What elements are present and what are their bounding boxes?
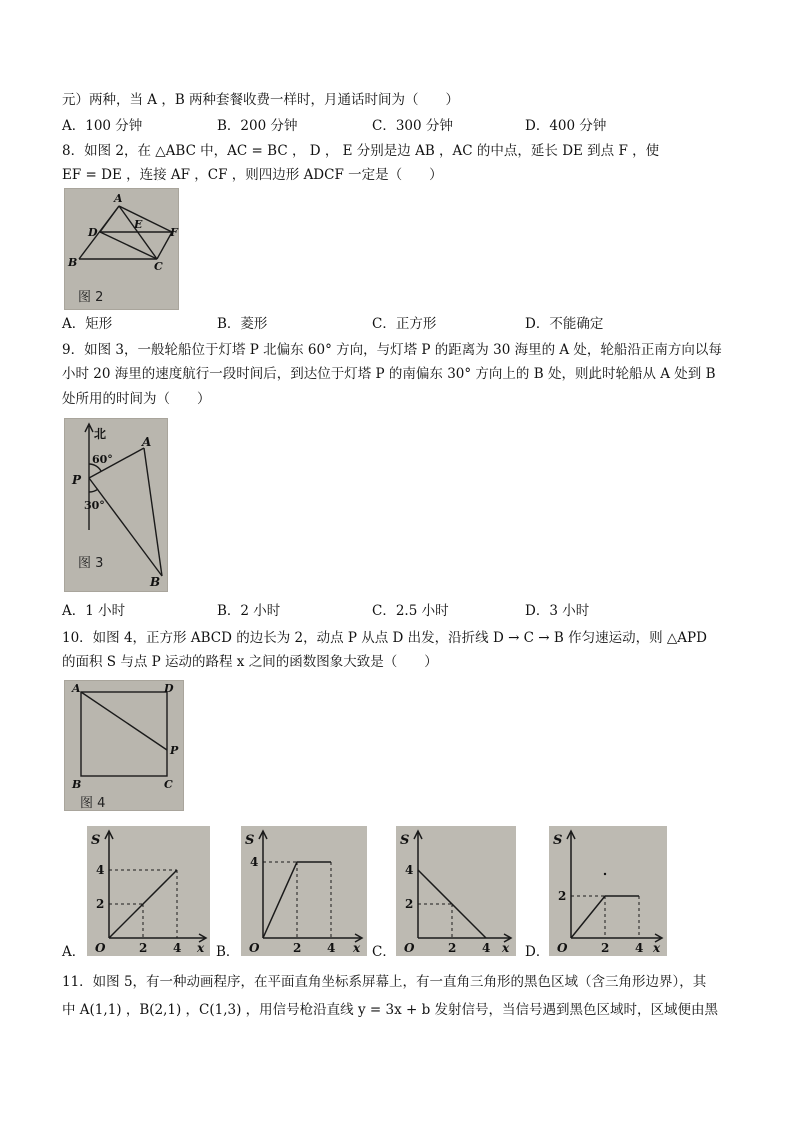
choice-c-origin: O: [404, 941, 415, 955]
q8-option-b: B．菱形: [217, 316, 268, 332]
q10-choice-b-graph: [241, 826, 367, 956]
choice-a-tick-y2: 2: [96, 897, 105, 911]
choice-a-tick-y4: 4: [96, 863, 105, 877]
choice-d-tick-y2: 2: [558, 889, 567, 903]
choice-d-origin: O: [557, 941, 568, 955]
q10-choice-c-letter: C．: [372, 944, 396, 960]
fig4-label-p: P: [170, 744, 179, 757]
fig4-label-d: D: [164, 682, 174, 695]
q9-option-b: B．2 小时: [217, 603, 281, 619]
q10-choice-c-graph: [396, 826, 516, 956]
fig3-label-a: A: [142, 435, 152, 449]
fig3-label-60deg: 60°: [92, 453, 113, 466]
choice-b-axis-x: x: [353, 941, 361, 955]
q7-option-c: C．300 分钟: [372, 118, 453, 134]
choice-d-axis-x: x: [653, 941, 661, 955]
choice-d-tick-x4: 4: [635, 941, 644, 955]
q7-option-b: B．200 分钟: [217, 118, 298, 134]
q9-option-c: C．2.5 小时: [372, 603, 449, 619]
choice-a-tick-x2: 2: [139, 941, 148, 955]
q8-option-d: D．不能确定: [525, 316, 604, 332]
fig3-label-30deg: 30°: [84, 499, 105, 512]
choice-c-tick-x2: 2: [448, 941, 457, 955]
choice-d-dot: [604, 873, 606, 875]
q10-line-1: 10．如图 4，正方形 ABCD 的边长为 2，动点 P 从点 D 出发，沿折线 D → C → B 作匀速运动，则 △APD: [62, 630, 707, 646]
fig2-label-c: C: [154, 260, 163, 273]
fig2-label-b: B: [68, 256, 78, 269]
figure-4: [64, 680, 184, 811]
q10-choice-a-letter: A．: [62, 944, 86, 960]
q8-line-1: 8．如图 2，在 △ABC 中，AC = BC ， D ， E 分别是边 AB ，AC 的中点，延长 DE 到点 F ，使: [62, 143, 660, 159]
q7-option-d: D．400 分钟: [525, 118, 607, 134]
q9-line-3: 处所用的时间为（ ）: [62, 391, 211, 407]
q9-option-a: A．1 小时: [62, 603, 126, 619]
choice-c-axis-x: x: [502, 941, 510, 955]
fig3-label-b: B: [150, 575, 161, 589]
choice-c-tick-x4: 4: [482, 941, 491, 955]
fig2-label-f: F: [170, 226, 178, 239]
choice-d-tick-x2: 2: [601, 941, 610, 955]
q8-option-c: C．正方形: [372, 316, 437, 332]
figure-4-caption: 图 4: [80, 796, 106, 811]
choice-a-tick-x4: 4: [173, 941, 182, 955]
choice-b-origin: O: [249, 941, 260, 955]
choice-b-svg: [241, 826, 367, 956]
choice-d-svg: [549, 826, 667, 956]
fig2-label-a: A: [114, 192, 123, 205]
fig4-label-c: C: [164, 778, 173, 791]
q10-choice-d-letter: D．: [525, 944, 550, 960]
q10-choice-d-graph: [549, 826, 667, 956]
q10-choice-b-letter: B．: [216, 944, 240, 960]
fig4-label-b: B: [72, 778, 82, 791]
q7-tail-text: 元）两种，当 A ，B 两种套餐收费一样时，月通话时间为（ ）: [62, 92, 460, 108]
choice-d-axis-s: S: [553, 833, 563, 848]
q7-option-a: A．100 分钟: [62, 118, 143, 134]
fig2-label-d: D: [88, 226, 98, 239]
q9-option-d: D．3 小时: [525, 603, 590, 619]
figure-2: [64, 188, 179, 310]
q10-line-2: 的面积 S 与点 P 运动的路程 x 之间的函数图象大致是（ ）: [62, 654, 438, 670]
choice-b-axis-s: S: [245, 833, 255, 848]
choice-c-tick-y2: 2: [405, 897, 414, 911]
q9-line-1: 9．如图 3，一般轮船位于灯塔 P 北偏东 60° 方向，与灯塔 P 的距离为 30 海里的 A 处，轮船沿正南方向以每: [62, 342, 722, 358]
choice-a-svg: [87, 826, 210, 956]
choice-c-svg: [396, 826, 516, 956]
choice-c-tick-y4: 4: [405, 863, 414, 877]
choice-b-tick-y4: 4: [250, 855, 259, 869]
fig2-label-e: E: [134, 218, 143, 231]
choice-b-tick-x2: 2: [293, 941, 302, 955]
choice-a-axis-s: S: [91, 833, 101, 848]
choice-c-axis-s: S: [400, 833, 410, 848]
q11-line-1: 11．如图 5，有一种动画程序，在平面直角坐标系屏幕上，有一直角三角形的黑色区域（含三角形边界），其: [62, 974, 707, 990]
fig4-label-a: A: [72, 682, 81, 695]
choice-a-origin: O: [95, 941, 106, 955]
choice-a-axis-x: x: [197, 941, 205, 955]
q11-line-2: 中 A(1,1) ，B(2,1) ，C(1,3) ，用信号枪沿直线 y = 3x + b 发射信号，当信号遇到黑色区域时，区域便由黑: [62, 1002, 719, 1018]
q10-choice-a-graph: [87, 826, 210, 956]
figure-2-caption: 图 2: [78, 290, 104, 305]
q8-line-2: EF = DE ，连接 AF ，CF ，则四边形 ADCF 一定是（ ）: [62, 167, 443, 183]
figure-3: [64, 418, 168, 592]
fig3-label-p: P: [72, 473, 82, 487]
fig3-label-north: 北: [94, 427, 107, 441]
q8-option-a: A．矩形: [62, 316, 113, 332]
q9-line-2: 小时 20 海里的速度航行一段时间后，到达位于灯塔 P 的南偏东 30° 方向上的 B 处，则此时轮船从 A 处到 B: [62, 366, 716, 382]
figure-3-caption: 图 3: [78, 556, 104, 571]
choice-b-tick-x4: 4: [327, 941, 336, 955]
